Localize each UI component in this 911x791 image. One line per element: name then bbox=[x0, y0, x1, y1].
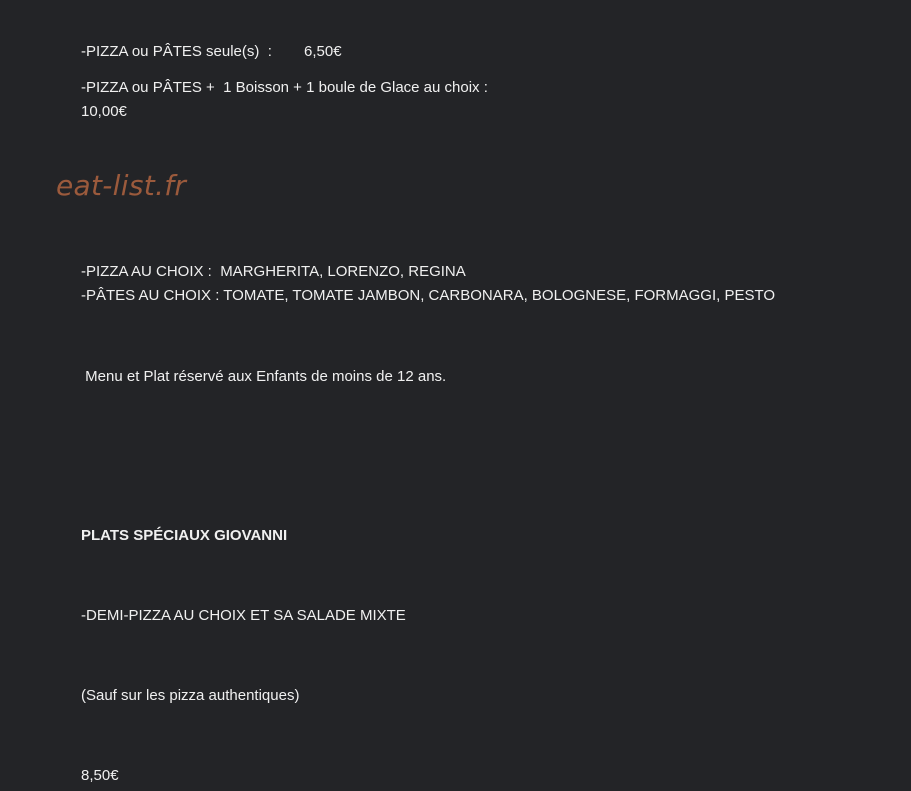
special-note: (Sauf sur les pizza authentiques) bbox=[81, 687, 300, 704]
watermark-text: eat-list.fr bbox=[56, 169, 187, 202]
price-line-1-label: -PIZZA ou PÂTES seule(s) : bbox=[81, 43, 272, 60]
children-note: Menu et Plat réservé aux Enfants de moins de 12 ans. bbox=[81, 368, 447, 385]
special-item: -DEMI-PIZZA AU CHOIX ET SA SALADE MIXTE bbox=[81, 607, 406, 624]
special-heading: PLATS SPÉCIAUX GIOVANNI bbox=[81, 527, 288, 544]
pasta-choices: -PÂTES AU CHOIX : TOMATE, TOMATE JAMBON, CARBONARA, BOLOGNESE, FORMAGGI, PESTO bbox=[81, 287, 776, 304]
pizza-choices: -PIZZA AU CHOIX : MARGHERITA, LORENZO, REGINA bbox=[81, 263, 466, 280]
price-line-2-value: 10,00€ bbox=[81, 103, 127, 120]
price-line-1-value: 6,50€ bbox=[304, 43, 342, 60]
price-line-2: -PIZZA ou PÂTES + 1 Boisson + 1 boule de Glace au choix : bbox=[81, 79, 488, 96]
special-price: 8,50€ bbox=[81, 767, 119, 784]
